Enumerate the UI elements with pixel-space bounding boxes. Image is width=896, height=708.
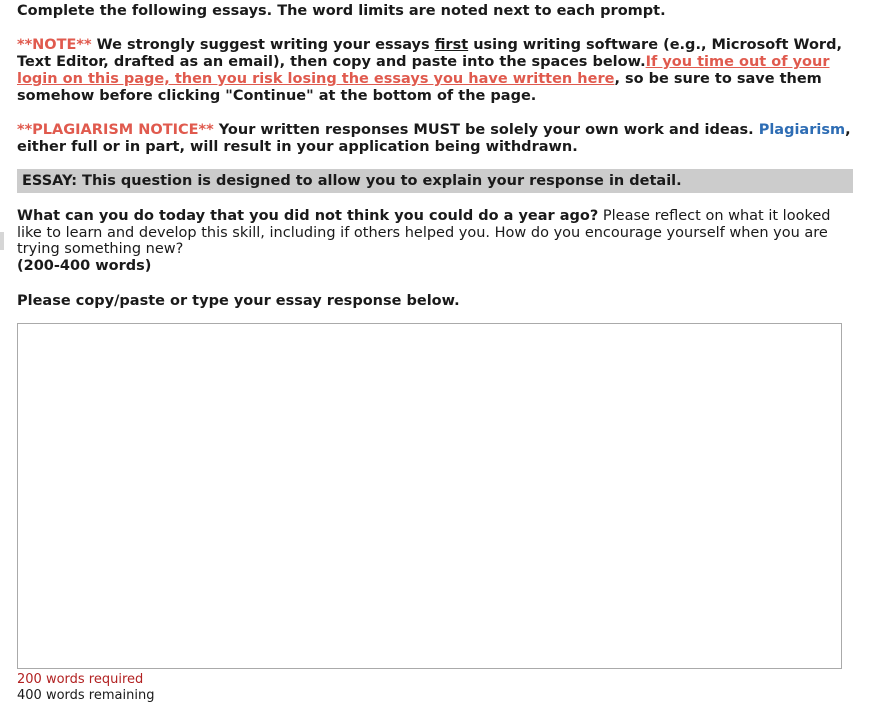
plagiarism-link[interactable]: Plagiarism bbox=[758, 122, 846, 138]
note-text-2: using writing software (e.g., Microsoft Word, Text Editor, drafted as an email), then copy and paste into the spaces below. bbox=[17, 37, 842, 70]
note-label: **NOTE** bbox=[17, 37, 92, 53]
essay-response-textarea[interactable] bbox=[17, 323, 842, 669]
word-limit: (200-400 words) bbox=[17, 257, 152, 274]
word-counter bbox=[17, 672, 154, 704]
note-paragraph bbox=[17, 37, 853, 105]
prompt-details: Please reflect on what it looked like to learn and develop this skill, including if others helped you. How do you encourage yourself when you are trying something new? bbox=[17, 208, 831, 257]
note-first: first bbox=[434, 37, 469, 53]
note-text-3: , so be sure to save them somehow before clicking "Continue" at the bottom of the page. bbox=[17, 71, 822, 104]
note-text-1: We strongly suggest writing your essays bbox=[91, 37, 435, 53]
timeout-warning: If you time out of your login on this page, then you risk losing the essays you have written here bbox=[17, 54, 830, 87]
essay-input-label: Please copy/paste or type your essay response below. bbox=[17, 293, 460, 309]
intro-text: Complete the following essays. The word limits are noted next to each prompt. bbox=[17, 3, 666, 19]
words-required: 200 words required bbox=[17, 672, 144, 687]
essay-section-header: ESSAY: This question is designed to allow you to explain your response in detail. bbox=[17, 169, 853, 193]
plagiarism-label: **PLAGIARISM NOTICE** bbox=[17, 122, 214, 138]
essay-prompt bbox=[17, 208, 853, 274]
plagiarism-text-1: Your written responses MUST be solely your own work and ideas. bbox=[213, 122, 759, 138]
page-edge-marker bbox=[0, 232, 4, 250]
words-remaining: 400 words remaining bbox=[17, 688, 155, 703]
prompt-question: What can you do today that you did not think you could do a year ago? bbox=[17, 208, 599, 224]
plagiarism-text-2: , either full or in part, will result in your application being withdrawn. bbox=[17, 122, 851, 155]
plagiarism-paragraph bbox=[17, 122, 853, 156]
